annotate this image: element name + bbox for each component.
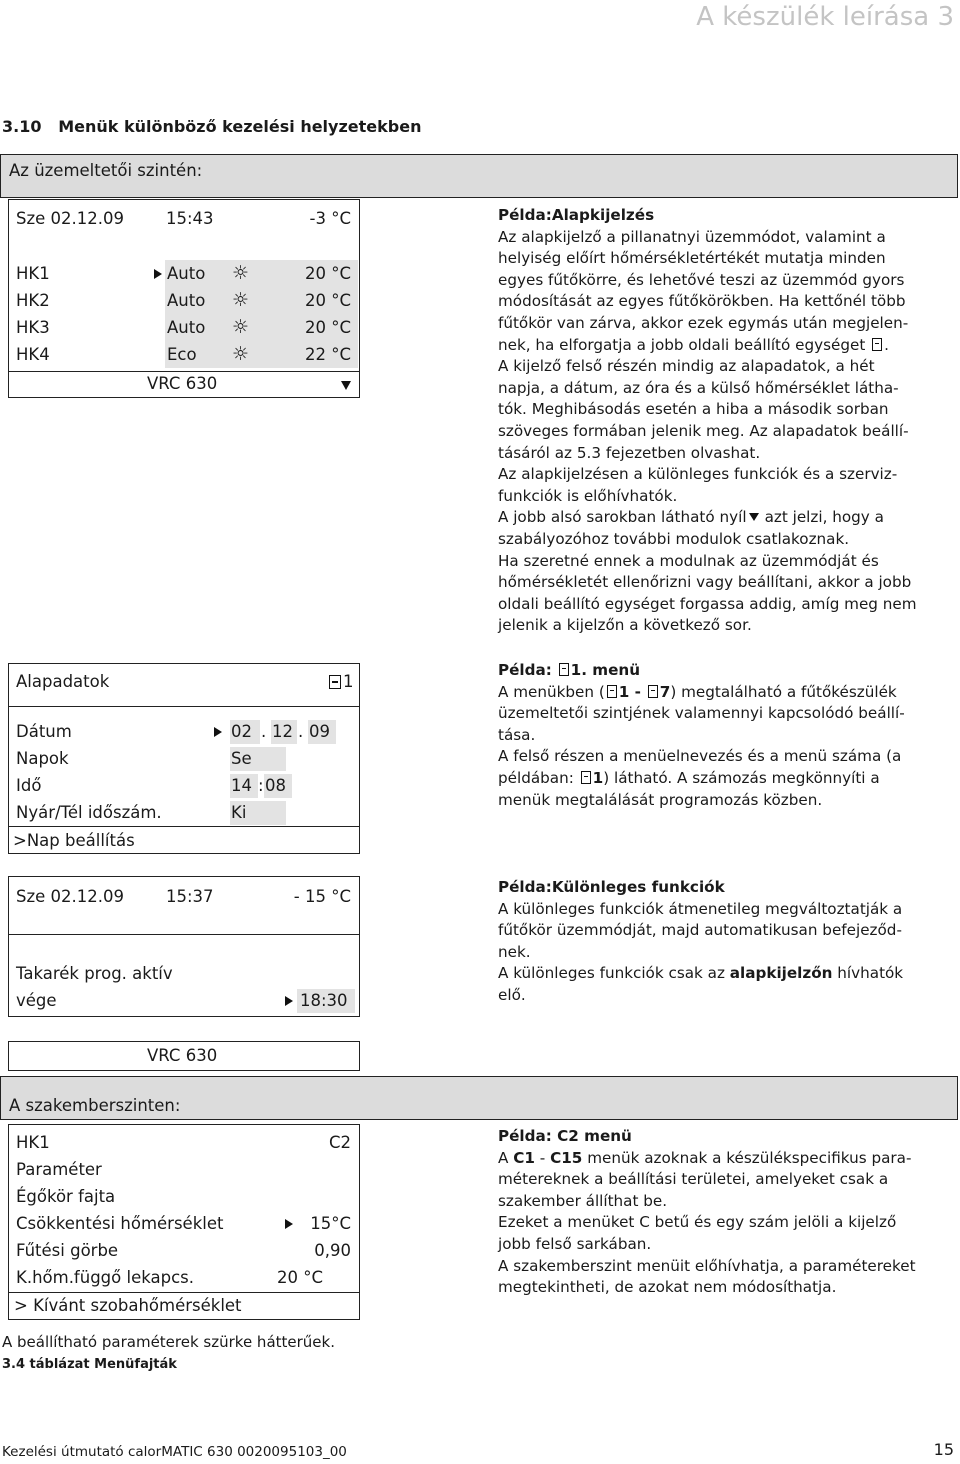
desc-line: jobb felső sarkában. xyxy=(498,1234,652,1253)
dst-value[interactable]: Ki xyxy=(231,803,247,822)
lcd-outside-temp: - 15 °C xyxy=(293,887,351,906)
desc-line: példában: 1) látható. A számozás megkönnyíti a xyxy=(498,768,880,787)
end-time[interactable]: 18:30 xyxy=(300,991,348,1010)
desc-line: nek. xyxy=(498,942,531,961)
hk-label: HK4 xyxy=(16,345,50,364)
desc-line: A felső részen a menüelnevezés és a menü száma (a xyxy=(498,747,902,766)
desc-line: szöveges formában jelenik meg. Az alapadatok beállí- xyxy=(498,421,909,440)
desc-line: egyes fűtőkörre, és lehetővé teszi az üzemmód gyors xyxy=(498,270,905,289)
desc-title: Példa: C2 menü xyxy=(498,1127,632,1145)
desc-line: funkciók is előhívhatók. xyxy=(498,486,678,505)
desc-line: helyiség előírt hőmérsékletértékét mutatja minden xyxy=(498,249,886,268)
hk-temp[interactable]: 20 °C xyxy=(304,264,351,283)
param-value: 15°C xyxy=(310,1214,351,1233)
tech-level-label: A szakemberszinten: xyxy=(9,1096,181,1115)
param-label: K.hőm.függő lekapcs. xyxy=(16,1268,194,1287)
desc-title: Példa: xyxy=(498,661,552,679)
hk-label: HK2 xyxy=(16,291,50,310)
desc-title: 1. menü xyxy=(570,661,641,679)
table-caption: 3.4 táblázat Menüfajták xyxy=(2,1357,177,1372)
time-minute[interactable]: 08 xyxy=(265,776,286,795)
time-hour[interactable]: 14 xyxy=(231,776,252,795)
hk-temp[interactable]: 20 °C xyxy=(304,318,351,337)
desc-line: A különleges funkciók átmenetileg megváltoztatják a xyxy=(498,899,903,918)
divider xyxy=(9,371,359,372)
hk-label: HK3 xyxy=(16,318,50,337)
desc-line: A jobb alsó sarokban látható nyíl azt jelzi, hogy a xyxy=(498,508,884,527)
hk-temp[interactable]: 20 °C xyxy=(304,291,351,310)
menu-icon xyxy=(581,771,591,784)
down-arrow-icon xyxy=(341,381,351,390)
cursor-arrow-icon xyxy=(154,269,162,279)
desc-menu-1 xyxy=(498,660,943,811)
desc-line: tásáról az 5.3 fejezetben olvashat. xyxy=(498,443,761,462)
field-label: Idő xyxy=(16,776,42,795)
field-label: Dátum xyxy=(16,722,72,741)
divider xyxy=(9,1292,359,1293)
dial-icon xyxy=(872,338,882,351)
hk-mode[interactable]: Auto xyxy=(167,318,206,337)
desc-line: A menükben ( 1 - 7) megtalálható a fűtőkészülék xyxy=(498,682,897,701)
desc-line: elő. xyxy=(498,985,526,1004)
desc-line: szakember állíthat be. xyxy=(498,1191,668,1210)
hk-mode[interactable]: Auto xyxy=(167,264,206,283)
desc-line: A C1 - C15 menük azoknak a készülékspecifikus para- xyxy=(498,1148,912,1167)
menu-icon xyxy=(607,685,617,698)
desc-line: szabályozóhoz további modulok csatlakoznak. xyxy=(498,529,850,548)
hk-label: HK1 xyxy=(16,1133,50,1152)
cursor-arrow-icon xyxy=(285,1219,293,1229)
menu-footer: >Nap beállítás xyxy=(13,831,135,850)
desc-line: menük megtalálását programozás közben. xyxy=(498,790,823,809)
param-label: Csökkentési hőmérséklet xyxy=(16,1214,224,1233)
desc-title: Példa:Különleges funkciók xyxy=(498,878,725,896)
lcd-time: 15:43 xyxy=(166,209,214,228)
desc-line: métereknek a beállítási területei, amelyeket csak a xyxy=(498,1170,889,1189)
desc-line: hőmérsékletét ellenőrizni vagy beállítani, akkor a jobb xyxy=(498,573,912,592)
divider xyxy=(9,934,359,935)
module-name: VRC 630 xyxy=(147,374,218,393)
special-function-status: Takarék prog. aktív xyxy=(16,964,173,983)
day-value[interactable]: Se xyxy=(231,749,252,768)
lcd-time: 15:37 xyxy=(166,887,214,906)
menu-icon xyxy=(648,685,658,698)
lcd-c2-menu xyxy=(8,1124,360,1320)
end-label: vége xyxy=(16,991,57,1010)
desc-c2-menu xyxy=(498,1126,943,1299)
desc-line: tók. Meghibásodás esetén a hiba a második sorban xyxy=(498,400,889,419)
operator-level-bar xyxy=(0,154,958,198)
lcd-date: Sze 02.12.09 xyxy=(16,887,125,906)
desc-line: jelenik a kijelzőn a következő sor. xyxy=(498,616,752,635)
lcd-date: Sze 02.12.09 xyxy=(16,209,125,228)
hk-mode[interactable]: Auto xyxy=(167,291,206,310)
sun-icon: ☼ xyxy=(232,316,250,338)
page-number: 15 xyxy=(933,1440,954,1459)
section-title: 3.10 Menük különböző kezelési helyzetekben xyxy=(2,117,422,136)
lcd-module-strip xyxy=(8,1041,360,1071)
tech-level-bar xyxy=(0,1076,958,1120)
operator-level-label: Az üzemeltetői szintén: xyxy=(9,161,203,180)
menu-code: C2 xyxy=(328,1133,351,1152)
desc-line: fűtőkör üzemmódját, majd automatikusan befejeződ- xyxy=(498,921,902,940)
sun-icon: ☼ xyxy=(232,343,250,365)
desc-line: Ha szeretné ennek a modulnak az üzemmódját és xyxy=(498,551,879,570)
date-month[interactable]: 12 xyxy=(272,722,293,741)
lcd-outside-temp: -3 °C xyxy=(309,209,351,228)
sun-icon: ☼ xyxy=(232,262,250,284)
desc-line: A különleges funkciók csak az alapkijelzőn hívhatók xyxy=(498,964,904,983)
desc-line: tása. xyxy=(498,725,536,744)
cursor-arrow-icon xyxy=(214,727,222,737)
divider xyxy=(9,706,359,707)
cursor-arrow-icon xyxy=(285,996,293,1006)
lcd-menu-1 xyxy=(8,663,360,854)
desc-line: A szakemberszint menüit előhívhatja, a paramétereket xyxy=(498,1256,916,1275)
param-label: Égőkör fajta xyxy=(16,1187,116,1206)
module-name: VRC 630 xyxy=(147,1046,218,1065)
desc-line: oldali beállító egységet forgassa addig, amíg meg nem xyxy=(498,594,917,613)
field-label: Napok xyxy=(16,749,69,768)
desc-special-functions xyxy=(498,877,943,1007)
desc-line: Ezeket a menüket C betű és egy szám jelöli a kijelző xyxy=(498,1213,897,1232)
desc-line: Az alapkijelzésen a különleges funkciók és a szerviz- xyxy=(498,465,898,484)
desc-line: fűtőkör van zárva, akkor ezek egymás után megjelen- xyxy=(498,313,909,332)
desc-line: napja, a dátum, az óra és a külső hőmérséklet látha- xyxy=(498,378,899,397)
date-day[interactable]: 02 xyxy=(231,722,252,741)
footer-doc-id: Kezelési útmutató calorMATIC 630 0020095103_00 xyxy=(2,1444,347,1460)
date-year[interactable]: 09 xyxy=(309,722,330,741)
date-separator: . xyxy=(298,722,304,741)
menu-icon xyxy=(559,663,569,676)
desc-line: üzemeltetői szintjének valamennyi kapcsolódó beállí- xyxy=(498,704,905,723)
time-separator: : xyxy=(258,776,264,795)
desc-line: nek, ha elforgatja a jobb oldali beállító egységet . xyxy=(498,335,889,354)
menu-footer: > Kívánt szobahőmérséklet xyxy=(14,1296,242,1315)
menu-icon xyxy=(329,675,341,689)
hk-label: HK1 xyxy=(16,264,50,283)
param-label: Paraméter xyxy=(16,1160,102,1179)
lcd-special-function xyxy=(8,876,360,1017)
menu-number: 1 xyxy=(343,672,354,691)
hk-temp[interactable]: 22 °C xyxy=(304,345,351,364)
sun-icon: ☼ xyxy=(232,289,250,311)
lcd-basic-display xyxy=(8,199,360,398)
param-label: Fűtési görbe xyxy=(16,1241,119,1260)
desc-line: megtekintheti, de azokat nem módosíthatja. xyxy=(498,1278,837,1297)
hk-mode[interactable]: Eco xyxy=(167,345,197,364)
page-header-title: A készülék leírása 3 xyxy=(696,2,954,32)
param-value: 0,90 xyxy=(314,1241,351,1260)
desc-title: Példa:Alapkijelzés xyxy=(498,206,655,224)
desc-basic-display xyxy=(498,205,943,637)
desc-line: A kijelző felső részén mindig az alapadatok, a hét xyxy=(498,357,875,376)
field-label: Nyár/Tél időszám. xyxy=(16,803,162,822)
divider xyxy=(9,826,359,827)
desc-line: módosítását az egyes fűtőkörökben. Ha kettőnél több xyxy=(498,292,906,311)
down-arrow-icon xyxy=(749,513,759,521)
table-note: A beállítható paraméterek szürke hátterűek. xyxy=(2,1333,335,1351)
menu-title: Alapadatok xyxy=(16,672,110,691)
desc-line: Az alapkijelző a pillanatnyi üzemmódot, valamint a xyxy=(498,227,886,246)
date-separator: . xyxy=(261,722,267,741)
param-value: 20 °C xyxy=(276,1268,323,1287)
